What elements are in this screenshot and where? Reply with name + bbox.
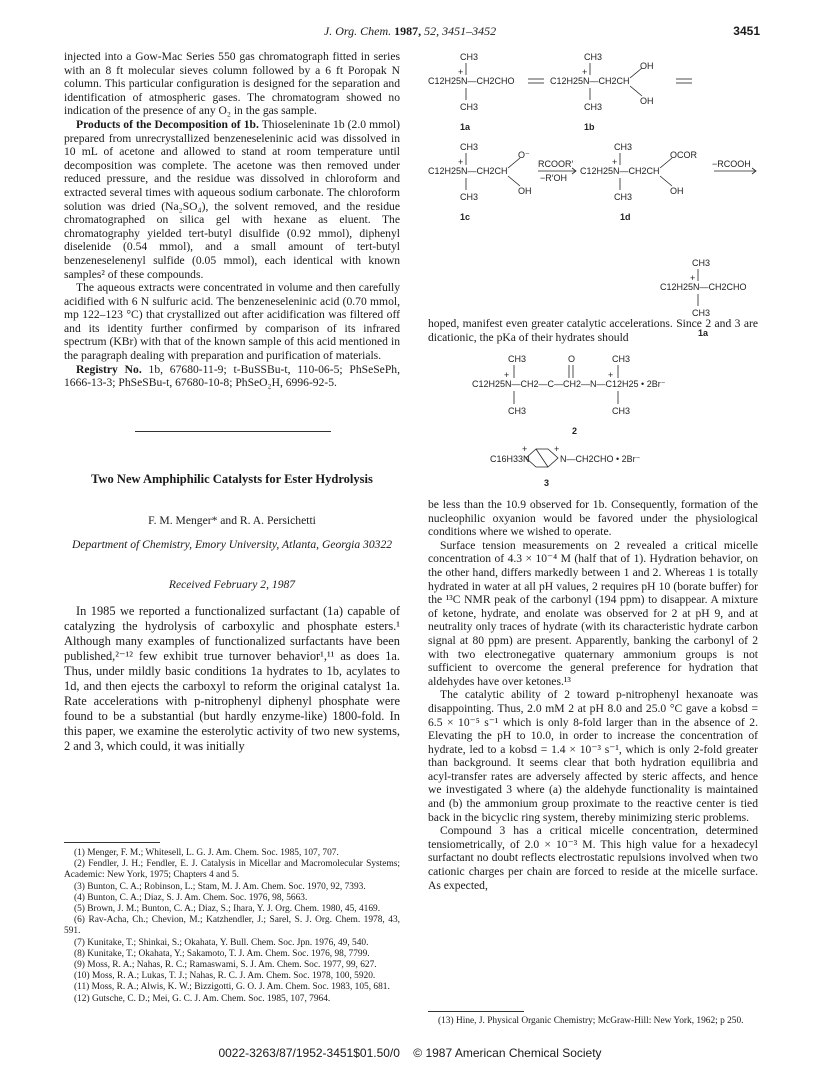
oxygen-label: O: [568, 354, 576, 364]
registry-label: Registry No.: [76, 362, 142, 376]
ch3-label: CH3: [508, 406, 527, 416]
compound-label: 1d: [620, 212, 631, 222]
bond: [630, 86, 642, 96]
article-separator: [135, 431, 331, 432]
received-date: Received February 2, 1987: [168, 578, 296, 591]
registry-text: 1b, 67680-11-9; t-BuSSBu-t, 110-06-5; PhSeSePh, 1666-13-3; PhSeSBu-t, 67680-10-8; PhSeO₂H, 6996-92-5.: [64, 362, 400, 390]
oh-label: OH: [640, 61, 654, 71]
journal-citation: [0, 24, 820, 39]
ch3-label: CH3: [460, 192, 479, 202]
equilibrium-arrow: [528, 79, 544, 83]
section-heading: Products of the Decomposition of 1b.: [76, 117, 259, 131]
footnote-rule: [64, 842, 160, 843]
charge-label: +: [608, 370, 614, 380]
ch3-label: CH3: [614, 192, 633, 202]
oh-label: OH: [518, 186, 532, 196]
journal-pages: 3451–3452: [442, 24, 497, 38]
deacylation-arrow: [712, 159, 756, 174]
references-left: [64, 848, 400, 1005]
right-column: [428, 317, 758, 344]
charge-label: +: [554, 444, 560, 454]
charge-label: +: [458, 67, 464, 77]
bond: [508, 176, 520, 186]
paragraph: The aqueous extracts were concentrated in volume and then carefully acidified with 6 N sulfuric acid. The benzeneseleninic acid (0.70 mmol, mp 122–123 °C) that crystallized out after acidification was filtered off and its identity further confirmed by comparison of its infrared spectrum (KBr) with that of the known sample of this acid mentioned in the paragraph dealing with preparation and purification of materials.: [64, 281, 400, 363]
article-title: Two New Amphiphilic Catalysts for Ester Hydrolysis: [91, 472, 373, 486]
reference-item: (7) Kunitake, T.; Shinkai, S.; Okahata, Y. Bull. Chem. Soc. Jpn. 1976, 49, 540.: [74, 937, 369, 948]
compound-label: 3: [544, 478, 550, 488]
byproduct-label: −R′OH: [540, 173, 567, 183]
compound-label: 2: [572, 426, 578, 436]
footnote-rule: [428, 1011, 524, 1012]
left-column-prev-article: [64, 50, 400, 390]
ch3-label: CH3: [460, 142, 479, 152]
reference-item: (2) Fendler, J. H.; Fendler, E. J. Catalysis in Micellar and Macromolecular Systems; Academic: New York, 1975; Chapters 4 and 5.: [64, 859, 400, 881]
equilibrium-arrow: [676, 79, 692, 83]
journal-year: 1987,: [394, 24, 422, 38]
copyright: © 1987 American Chemical Society: [413, 1046, 602, 1060]
paragraph: The catalytic ability of 2 toward p-nitrophenyl hexanoate was disappointing. Thus, 2.0 mM 2 at pH 8.0 and 25.0 °C gave a kobsd = 6.5 × 10⁻⁵ s⁻¹ which is only 8-fold larger than in the absence of 2. Elevating the pH to 10.0, in order to increase the concentration of hydrate, led to a kobsd = 1.4 × 10⁻³ s⁻¹, which is only 2-fold greater than background. It seems clear that both hydration equilibria and acyl-transfer rates are adversely affected by steric affects, and hence we investigated 3 where (a) the aldehyde functionality is maintained and (b) the ammonium group proximate to the reactive center is tied back in the bicyclic ring system, thereby minimizing steric problems.: [428, 688, 758, 824]
chain-label: N—CH2CHO • 2Br⁻: [560, 454, 641, 464]
compound-label: 1b: [584, 122, 595, 132]
compound-1c: [428, 142, 532, 222]
reference-item: (4) Bunton, C. A.; Diaz, S. J. Am. Chem. Soc. 1976, 98, 5663.: [74, 892, 308, 903]
ch3-label: CH3: [692, 308, 711, 318]
compound-label: 1c: [460, 212, 471, 222]
references-right: [428, 1016, 758, 1027]
chain-label: C12H25N—CH2CH: [550, 76, 630, 86]
oh-label: OH: [670, 186, 684, 196]
ch3-label: CH3: [508, 354, 527, 364]
paragraph: be less than the 10.9 observed for 1b. Consequently, formation of the nucleophilic oxyanion would be favored under the physiological conditions where we wished to operate.: [428, 498, 758, 539]
chain-label: C12H25N—CH2CH: [428, 166, 508, 176]
o-minus-label: O⁻: [518, 150, 530, 160]
paragraph: Compound 3 has a critical micelle concentration, determined tensiometrically, of 2.0 × 10⁻³ M. This high value for a hexadecyl surfactant no doubt reflects electrostatic repulsions involved when two cationic charges per chain are forced to reside at the micelle surface. As expected,: [428, 824, 758, 892]
ch3-label: CH3: [460, 52, 479, 62]
oh-label: OH: [640, 96, 654, 106]
paragraph-text: Thioseleninate 1b (2.0 mmol) prepared from unrecrystallized benzeneseleninic acid was dissolved in 10 mL of acetone and allowed to stand at room temperature until decomposition was complete. The acetone was then removed under reduced pressure, and the residue was dissolved in chloroform and extracted several times with aqueous sodium carbonate. The chloroform solution was dried (Na₂SO₄), the solvent removed, and the residue chromatographed on silica gel with hexane as eluent. The chromatography yielded tert-butyl disulfide (0.92 mmol), diphenyl diselenide (0.54 mmol), and a small amount of tert-butyl benzeneselenenyl sulfide (0.05 mmol), each identical with known samples² of these compounds.: [64, 117, 400, 281]
compound-label: 1a: [460, 122, 471, 132]
reference-item: (8) Kunitake, T.; Okahata, Y.; Sakamoto, T. J. Am. Chem. Soc. 1976, 98, 7799.: [74, 948, 370, 959]
paragraph: Surface tension measurements on 2 revealed a critical micelle concentration of 4.3 × 10⁻⁴ M (half that of 1). Hydration behavior, on the other hand, differs markedly between 1 and 2. Whereas 1 is totally hydrated in water at all pH values, 2 requires pH 10 (borate buffer) for the ¹³C NMR peak of the carbonyl (194 ppm) to disappear. A mixture of ketone, hydrate, and enolate was observed for 2 at pH 9, and at neutrality only traces of hydrate (with its characteristic hydrate carbon signal at 80 ppm) are present. Apparently, banking the carbonyl of 2 with two electronegative quaternary ammonium groups is not sufficient to overcome the general preference for hydration that aldehydes have over ketones.¹³: [428, 538, 758, 688]
charge-label: +: [458, 157, 464, 167]
paragraph: [64, 118, 400, 281]
ch3-label: CH3: [460, 102, 479, 112]
compound-1a-top: [428, 52, 515, 132]
chain-label: C16H33N: [490, 454, 530, 464]
compound-label: 1a: [698, 328, 709, 338]
chain-label: C12H25N—CH2—C—CH2—N—C12H25 • 2Br⁻: [472, 379, 666, 389]
acylation-arrow: [538, 159, 576, 183]
paragraph: In 1985 we reported a functionalized surfactant (1a) capable of catalyzing the hydrolysis of carboxylic and phosphate esters.¹ Although many examples of functionalized surfactants have been published,²⁻¹² few exhibit true turnover behavior¹,¹¹ as does 1a. Thus, under mildly basic conditions 1a hydrates to 1b, acylates to 1d, and then ejects the carboxyl to reform the original catalyst 1a. Rate accelerations with p-nitrophenyl diphenyl phosphate were found to be a substantial (but hardly enzyme-like) 1800-fold. In this paper, we examine the esterolytic activity of two new systems, 2 and 3, which could, it was initially: [64, 604, 400, 753]
running-header: [0, 24, 820, 42]
compound-1d: [580, 142, 698, 222]
paragraph: injected into a Gow-Mac Series 550 gas chromatograph fitted in series with an 8 ft molecular sieves column followed by a 6 ft Poropak N column. This particular configuration is designed for the separation and identification of atmospheric gases. The chromatogram showed no indication of the presence of any O₂ in the gas sample.: [64, 50, 400, 118]
compound-1b: [550, 52, 654, 132]
reference-item: (6) Rav-Acha, Ch.; Chevion, M.; Katzhendler, J.; Sarel, S. J. Org. Chem. 1978, 43, 591.: [64, 915, 400, 937]
reference-item: (11) Moss, R. A.; Alwis, K. W.; Bizzigotti, G. O. J. Am. Chem. Soc. 1983, 105, 681.: [74, 982, 390, 993]
ch3-label: CH3: [612, 354, 631, 364]
ch3-label: CH3: [584, 102, 603, 112]
article-affiliation: Department of Chemistry, Emory University, Atlanta, Georgia 30322: [71, 538, 393, 551]
article-code: 0022-3263/87/1952-3451$01.50/0: [218, 1046, 400, 1060]
ocor-label: OCOR: [670, 150, 697, 160]
compound-3: [490, 444, 641, 488]
reference-item: (9) Moss, R. A.; Nahas, R. C.; Ramaswami, S. J. Am. Chem. Soc. 1977, 99, 627.: [74, 960, 377, 971]
charge-label: +: [612, 157, 618, 167]
ch3-label: CH3: [584, 52, 603, 62]
article-body-left: [64, 604, 400, 754]
ch3-label: CH3: [614, 142, 633, 152]
ch3-label: CH3: [612, 406, 631, 416]
bond: [536, 449, 548, 467]
reference-item: (12) Gutsche, C. D.; Mei, G. C. J. Am. Chem. Soc. 1985, 107, 7964.: [74, 993, 331, 1004]
paragraph: hoped, manifest even greater catalytic accelerations. Since 2 and 3 are dicationic, the pKa of their hydrates should: [428, 317, 758, 344]
byproduct-label: −RCOOH: [712, 159, 751, 169]
charge-label: +: [522, 444, 528, 454]
charge-label: +: [504, 370, 510, 380]
page-footer: [0, 1046, 820, 1060]
journal-volume: 52,: [424, 24, 440, 38]
registry-paragraph: [64, 363, 400, 390]
journal-name: J. Org. Chem.: [323, 24, 392, 38]
reference-item: (1) Menger, F. M.; Whitesell, L. G. J. Am. Chem. Soc. 1985, 107, 707.: [74, 848, 339, 858]
reference-item: (3) Bunton, C. A.; Robinson, L.; Stam, M. J. Am. Chem. Soc. 1970, 92, 7393.: [74, 881, 366, 892]
reference-item: (13) Hine, J. Physical Organic Chemistry; McGraw-Hill: New York, 1962; p 250.: [438, 1016, 744, 1026]
reference-item: (5) Brown, J. M.; Bunton, C. A.; Diaz, S.; Ihara, Y. J. Org. Chem. 1980, 45, 4169.: [74, 904, 381, 915]
charge-label: +: [690, 273, 696, 283]
reference-item: (10) Moss, R. A.; Lukas, T. J.; Nahas, R. C. J. Am. Chem. Soc. 1978, 100, 5920.: [74, 971, 376, 982]
chain-label: C12H25N—CH2CHO: [660, 282, 747, 292]
chain-label: C12H25N—CH2CHO: [428, 76, 515, 86]
article-authors: F. M. Menger* and R. A. Persichetti: [148, 514, 316, 527]
reagent-label: RCOOR′: [538, 159, 574, 169]
right-column-continued: [428, 498, 758, 892]
ch3-label: CH3: [692, 258, 711, 268]
charge-label: +: [582, 67, 588, 77]
chain-label: C12H25N—CH2CH: [580, 166, 660, 176]
structures-2-3: [426, 346, 766, 496]
bond: [660, 176, 672, 186]
compound-2: [472, 354, 666, 436]
page-number: 3451: [733, 24, 760, 38]
